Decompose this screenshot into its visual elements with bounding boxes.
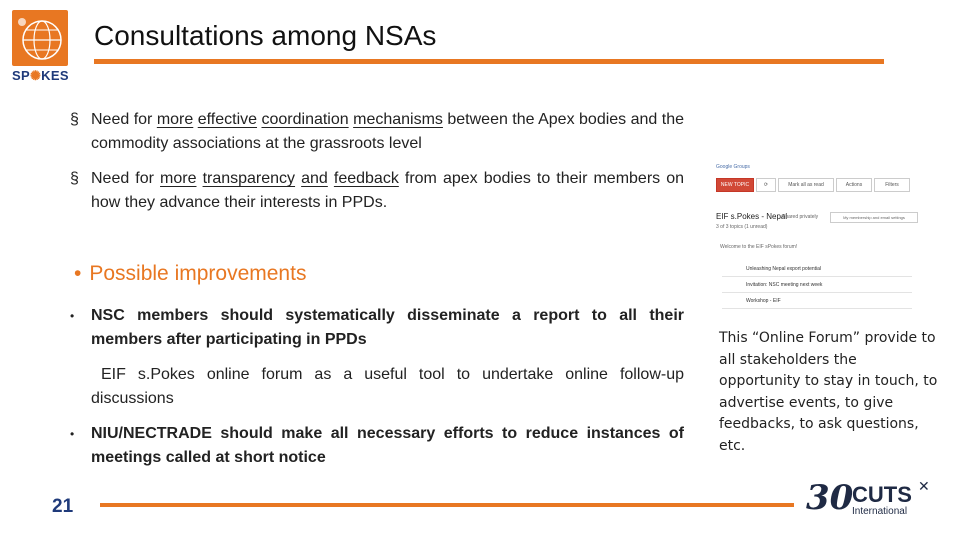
page-title: Consultations among NSAs	[94, 20, 437, 51]
membership-settings-button[interactable]: My membership and email settings	[830, 212, 918, 223]
improvement-item: • NIU/NECTRADE should make all necessary efforts to reduce instances of meetings called at short notice	[70, 425, 684, 466]
cuts-sub: International	[852, 506, 908, 517]
forum-screenshot	[710, 160, 924, 320]
filters-button[interactable]: Filters	[874, 178, 910, 192]
improvement-item: EIF s.Pokes online forum as a useful tool to undertake online follow-up discussions	[91, 366, 684, 407]
page-number: 21	[52, 496, 74, 517]
bullet-transparency: § Need for more transparency and feedback from apex bodies to their members on how they advance their interests in PPDs.	[70, 167, 684, 215]
improvement-item: • NSC members should systematically disseminate a report to all their members after participating in PPDs	[70, 307, 684, 348]
mark-read-button[interactable]: Mark all as read	[778, 178, 834, 192]
bullet-marker: §	[70, 111, 79, 128]
cuts-numeral: 30	[806, 478, 854, 518]
welcome-text: Welcome to the EIF sPokes forum!	[720, 244, 798, 250]
groups-app-label: Google Groups	[716, 164, 750, 170]
topic-count: 3 of 3 topics (1 unread)	[716, 224, 768, 230]
globe-icon	[12, 10, 68, 66]
group-subtitle: Shared privately	[782, 214, 819, 220]
bullet-marker: §	[70, 170, 79, 187]
spokes-logo	[12, 10, 70, 88]
topic-row[interactable]: Unleashing Nepal export potential	[722, 262, 912, 277]
forum-caption: This “Online Forum” provide to all stakeholders the opportunity to stay in touch, to advertise events, to give feedbacks, to ask questions, etc.	[719, 330, 938, 454]
new-topic-button[interactable]: NEW TOPIC	[716, 178, 754, 192]
actions-button[interactable]: Actions	[836, 178, 872, 192]
topic-row[interactable]: Invitation: NSC meeting next week	[722, 278, 912, 293]
cuts-mark-icon: ✕	[918, 478, 930, 494]
cuts-logo	[806, 478, 938, 522]
group-name: EIF s.Pokes - Nepal	[716, 212, 788, 221]
cuts-name: CUTS	[852, 482, 912, 507]
refresh-icon[interactable]: ⟳	[756, 178, 776, 192]
footer-divider	[100, 503, 794, 507]
bullet-coordination: § Need for more effective coordination mechanisms between the Apex bodies and the commodity associations at the grassroots level	[70, 108, 684, 156]
topic-row[interactable]: Workshop - EIF	[722, 294, 912, 309]
logo-wordmark: SP✺KES	[12, 68, 69, 83]
improvements-heading: • Possible improvements	[74, 262, 307, 285]
title-divider	[94, 59, 884, 64]
